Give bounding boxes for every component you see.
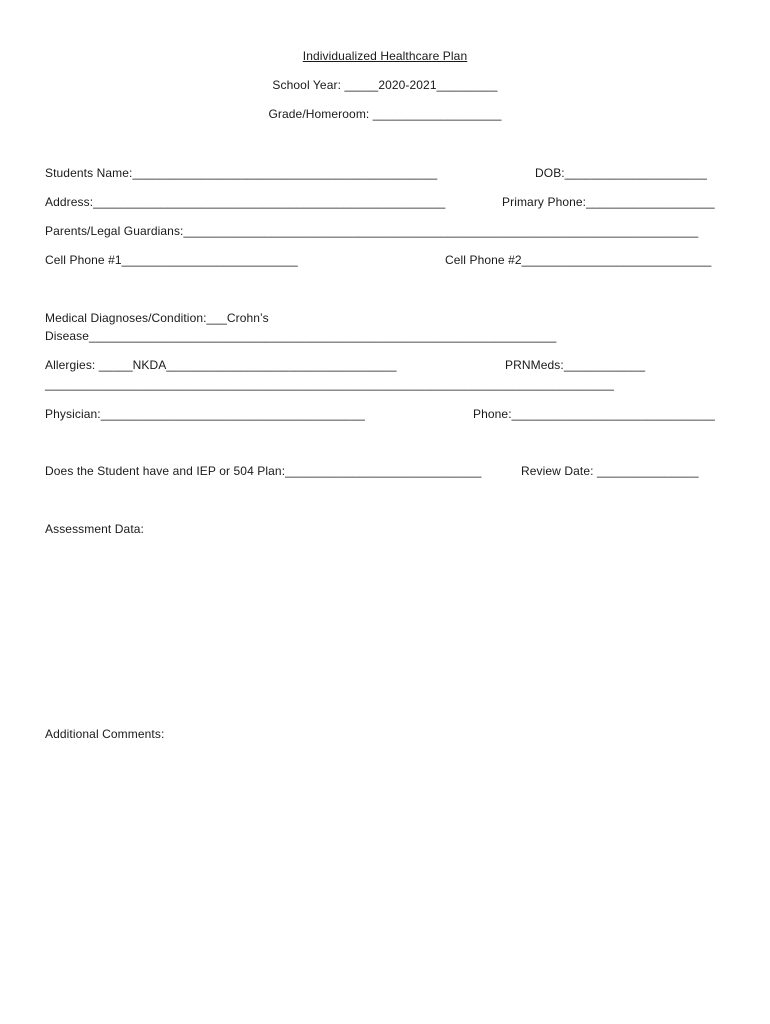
cell-phone-2-field: Cell Phone #2____________________________ [445,253,712,267]
primary-phone-field: Primary Phone:___________________ [502,195,715,209]
physician-phone-field: Phone:______________________________ [473,407,715,421]
dob-field: DOB:_____________________ [535,166,707,180]
address-field: Address:____________________________________________________ [45,195,446,209]
review-date-field: Review Date: _______________ [521,464,699,478]
additional-comments-heading: Additional Comments: [45,727,165,741]
assessment-data-heading: Assessment Data: [45,522,144,536]
students-name-field: Students Name:_____________________________________________ [45,166,438,180]
document-title: Individualized Healthcare Plan [302,49,468,63]
school-year-field: School Year: _____2020-2021_________ [272,78,498,92]
medical-diagnoses-continuation: Disease_____________________________________________________________________ [45,329,557,343]
parents-guardians-field: Parents/Legal Guardians:____________________________________________________________________________ [45,224,699,238]
physician-field: Physician:_______________________________________ [45,407,365,421]
prn-meds-field: PRNMeds:____________ [505,358,646,372]
medical-diagnoses-field: Medical Diagnoses/Condition:___Crohn’s [45,311,269,325]
grade-homeroom-field: Grade/Homeroom: ___________________ [268,107,502,121]
allergies-field: Allergies: _____NKDA__________________________________ [45,358,397,372]
allergies-continuation-line: ____________________________________________________________________________________ [45,377,615,391]
iep-504-field: Does the Student have and IEP or 504 Plan:_____________________________ [45,464,482,478]
cell-phone-1-field: Cell Phone #1__________________________ [45,253,298,267]
